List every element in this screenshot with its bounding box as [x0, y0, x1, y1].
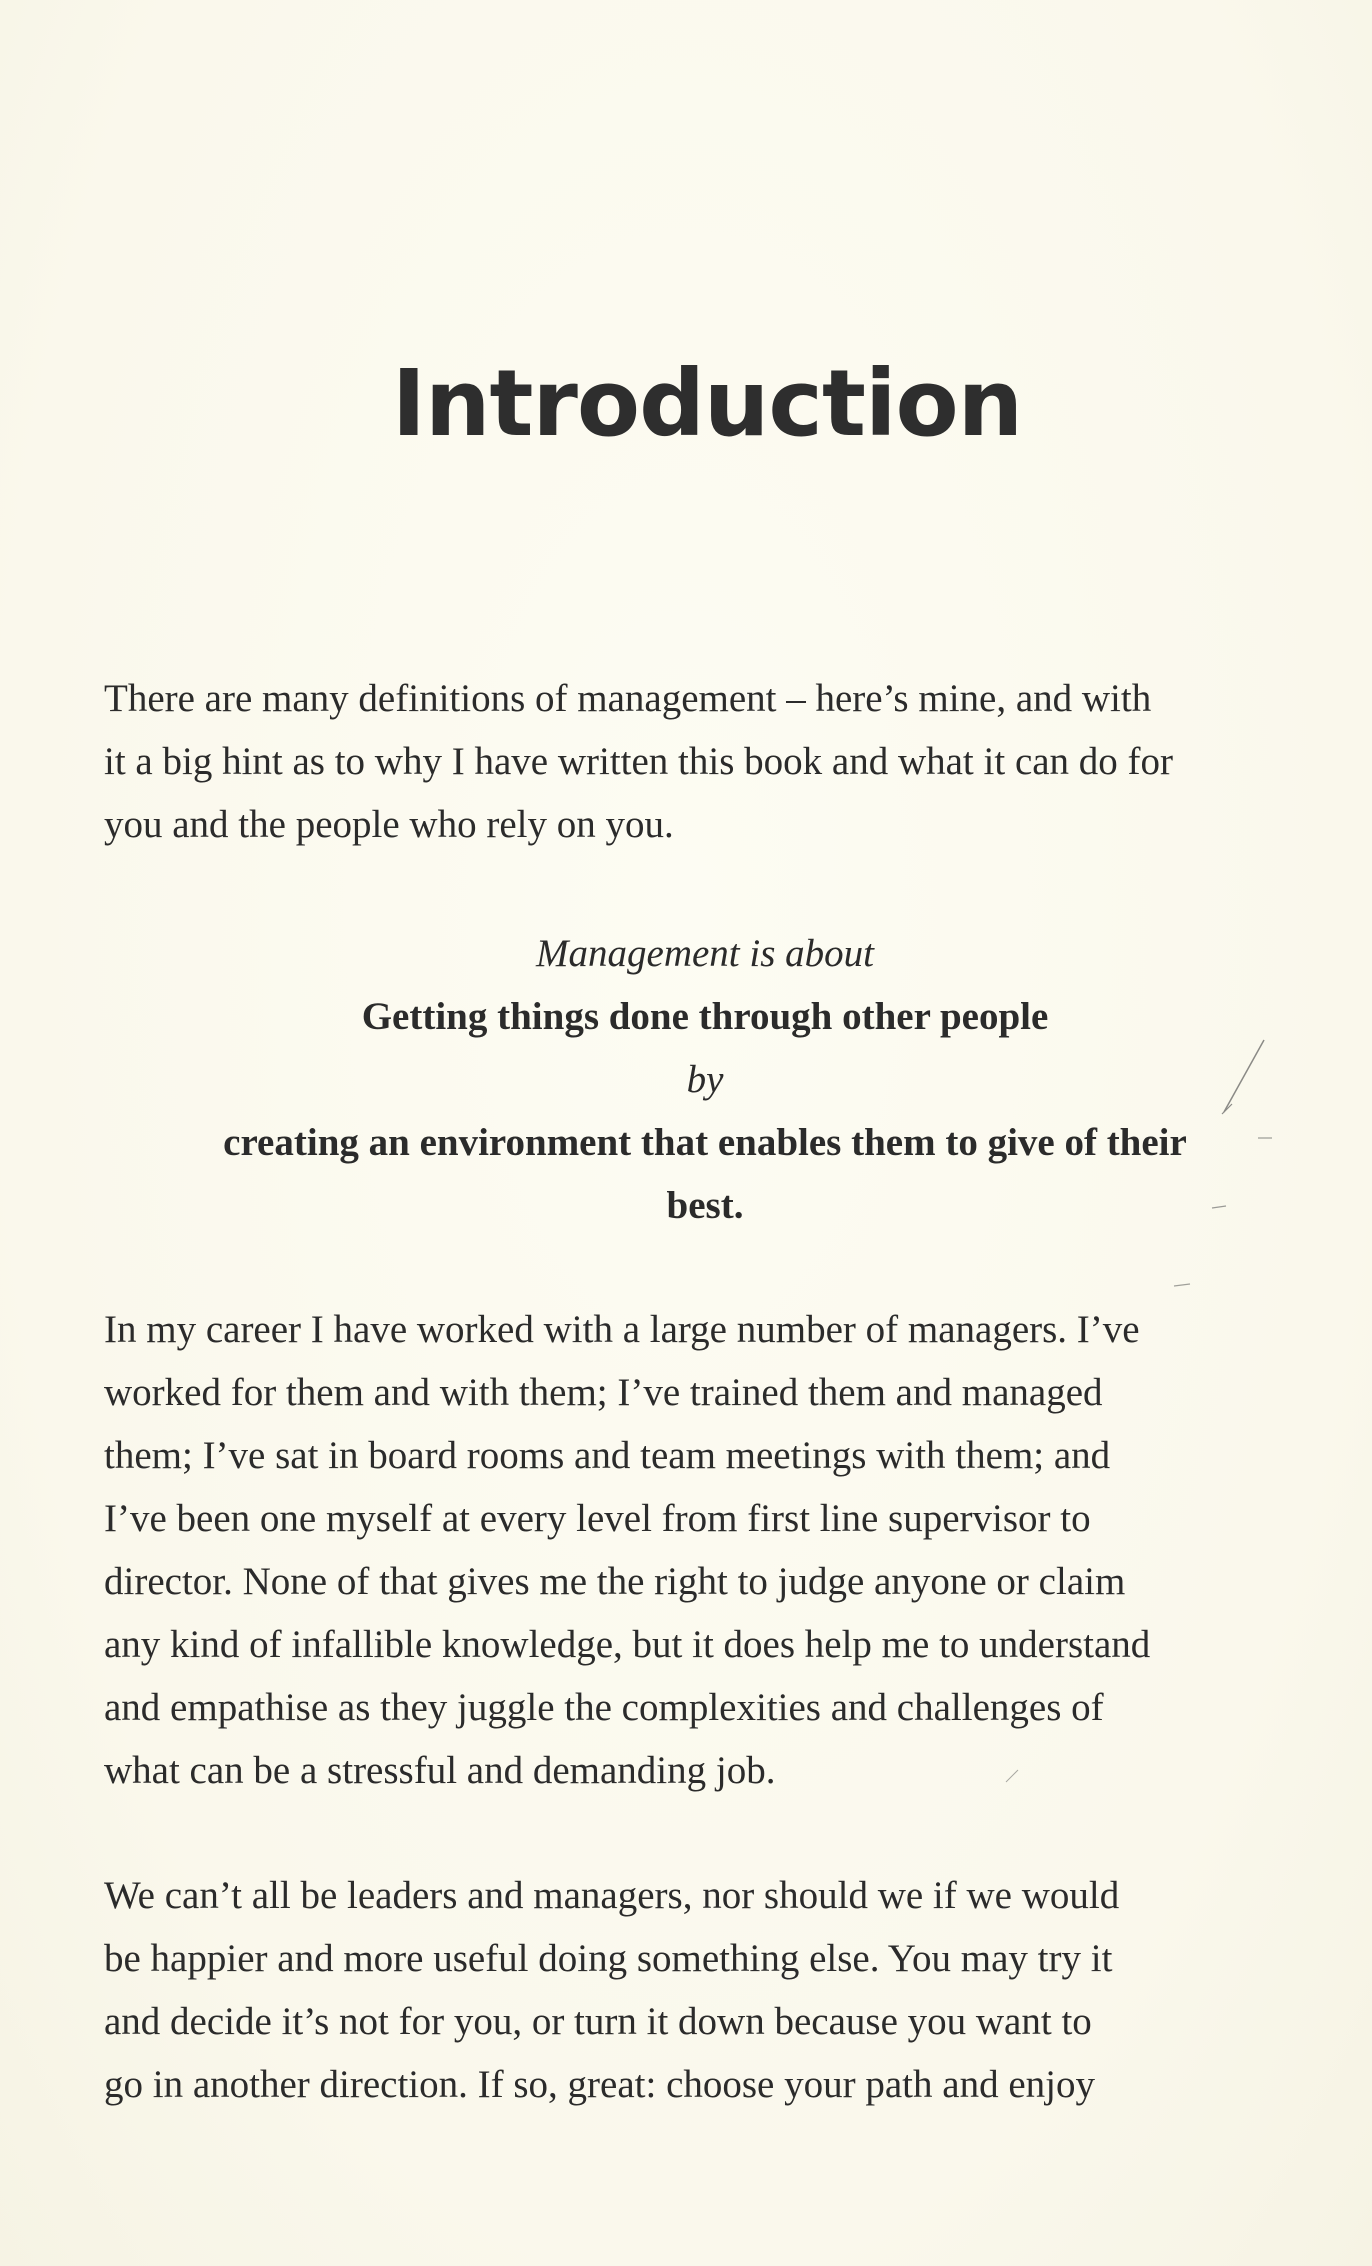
paragraph-line: be happier and more useful doing something else. You may try it	[104, 1937, 1113, 1980]
paragraph-line: There are many definitions of management – here’s mine, and with	[104, 677, 1152, 720]
paragraph-line: In my career I have worked with a large number of managers. I’ve	[104, 1308, 1140, 1351]
paragraph-line: and decide it’s not for you, or turn it down because you want to	[104, 2000, 1092, 2043]
paragraph-line: and empathise as they juggle the complexities and challenges of	[104, 1686, 1104, 1729]
paragraph-line: what can be a stressful and demanding job.	[104, 1749, 776, 1792]
pencil-stroke	[1006, 1770, 1018, 1782]
definition-line: Management is about	[536, 932, 874, 975]
page-title: Introduction	[391, 350, 1023, 457]
paragraph-line: We can’t all be leaders and managers, nor should we if we would	[104, 1874, 1120, 1917]
paragraph-line: worked for them and with them; I’ve trained them and managed	[104, 1371, 1103, 1414]
pencil-stroke	[1224, 1040, 1264, 1112]
definition-line: best.	[666, 1184, 744, 1227]
pencil-stroke	[1174, 1284, 1190, 1286]
definition-line: creating an environment that enables them to give of their	[223, 1121, 1187, 1164]
paragraph-line: director. None of that gives me the right to judge anyone or claim	[104, 1560, 1126, 1603]
definition-line: Getting things done through other people	[361, 995, 1049, 1038]
definition-line: by	[686, 1058, 724, 1101]
paragraph-line: it a big hint as to why I have written this book and what it can do for	[104, 740, 1174, 783]
paragraph-line: go in another direction. If so, great: choose your path and enjoy	[104, 2063, 1095, 2106]
paragraph-line: them; I’ve sat in board rooms and team meetings with them; and	[104, 1434, 1111, 1477]
paragraph-line: any kind of infallible knowledge, but it does help me to understand	[104, 1623, 1151, 1666]
pencil-stroke	[1212, 1206, 1226, 1208]
paragraph-line: I’ve been one myself at every level from first line supervisor to	[104, 1497, 1091, 1540]
paragraph-line: you and the people who rely on you.	[104, 803, 674, 846]
